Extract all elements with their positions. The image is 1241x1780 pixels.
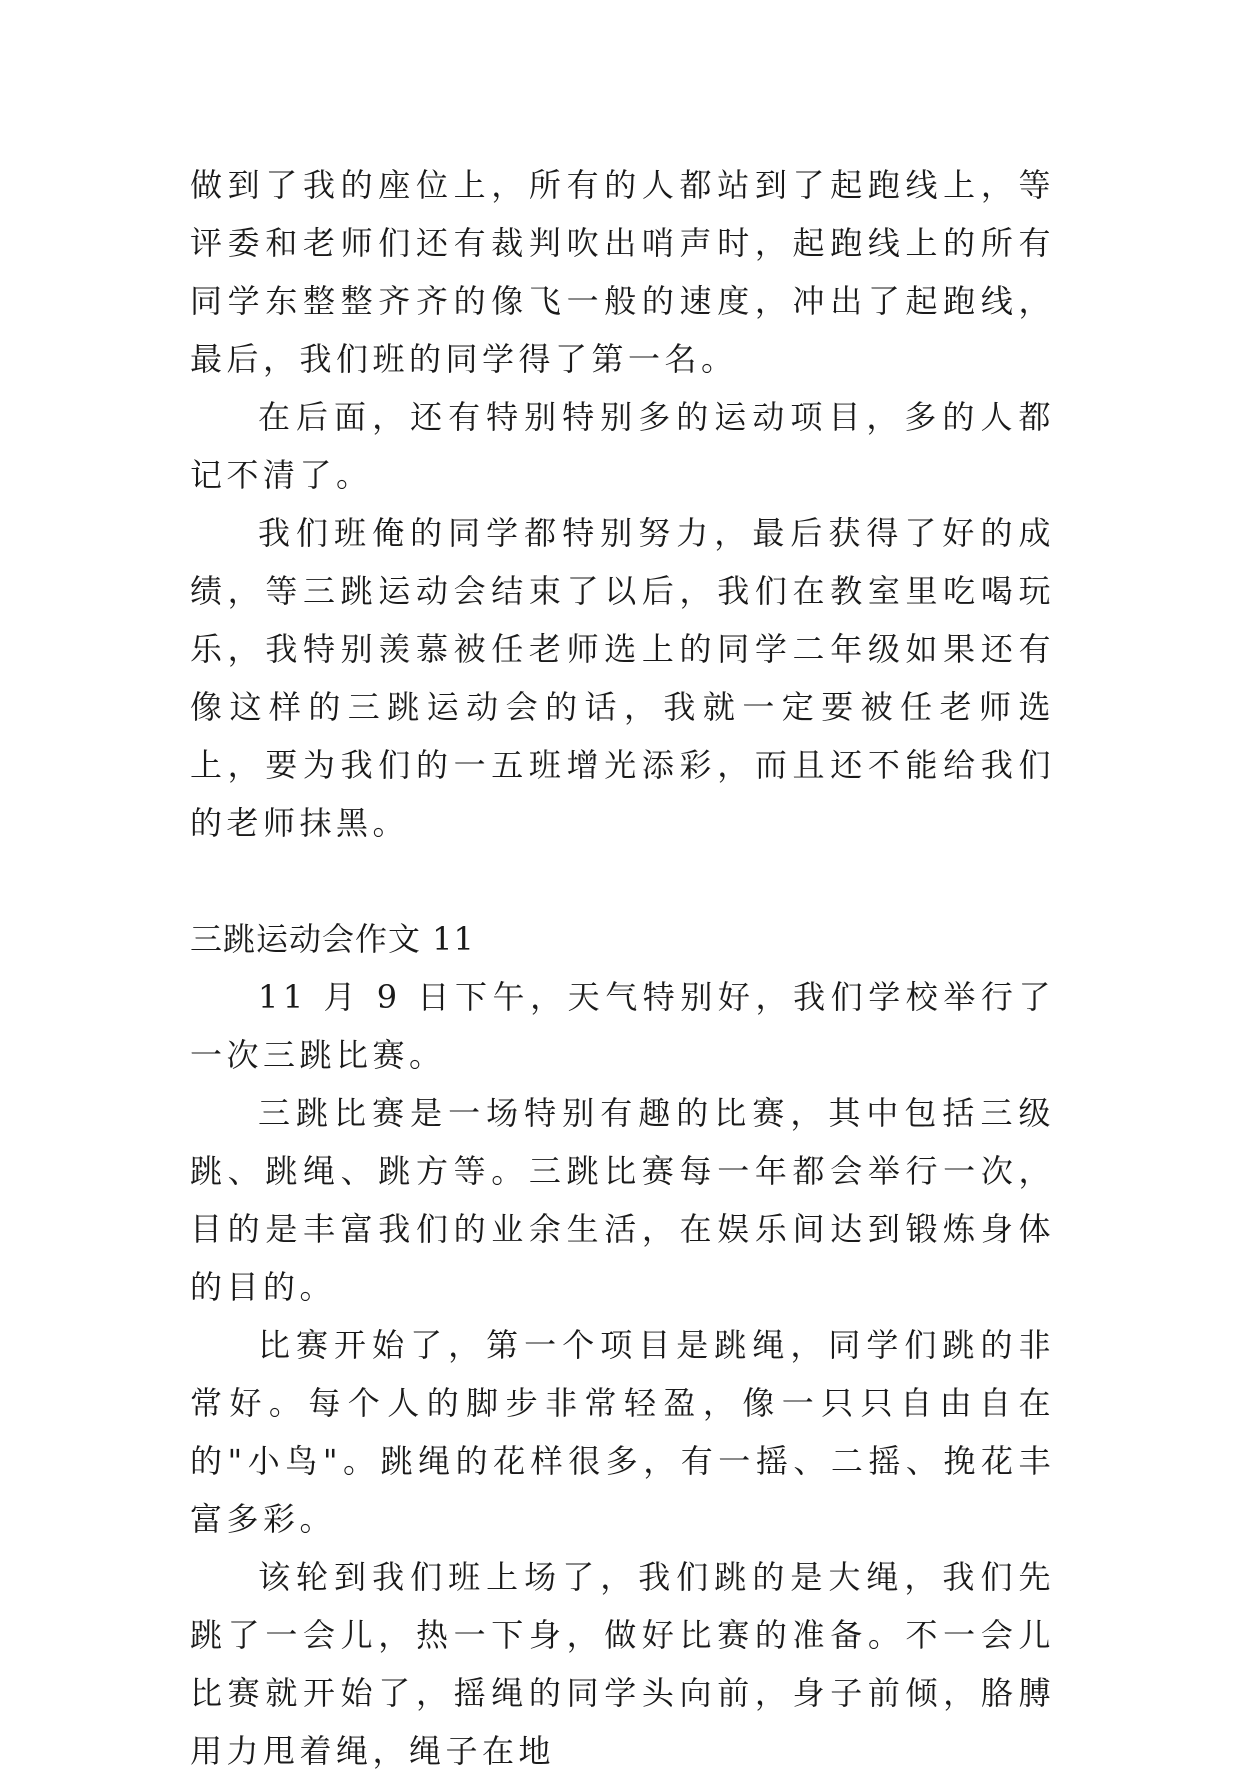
paragraph: 我们班俺的同学都特别努力，最后获得了好的成绩，等三跳运动会结束了以后，我们在教室里吃喝玩乐，我特别羡慕被任老师选上的同学二年级如果还有像这样的三跳运动会的话，我就一定要被任老师选上，要为我们的一五班增光添彩，而且还不能给我们的老师抹黑。: [190, 514, 1055, 842]
paragraph: 11 月 9 日下午，天气特别好，我们学校举行了一次三跳比赛。: [190, 978, 1055, 1074]
paragraph: 三跳比赛是一场特别有趣的比赛，其中包括三级跳、跳绳、跳方等。三跳比赛每一年都会举行一次，目的是丰富我们的业余生活，在娱乐间达到锻炼身体的目的。: [190, 1094, 1055, 1306]
paragraph: 该轮到我们班上场了，我们跳的是大绳，我们先跳了一会儿，热一下身，做好比赛的准备。不一会儿比赛就开始了，摇绳的同学头向前，身子前倾，胳膊用力甩着绳，绳子在地: [190, 1558, 1055, 1770]
paragraph: 在后面，还有特别特别多的运动项目，多的人都记不清了。: [190, 398, 1055, 494]
paragraph-continuation: 做到了我的座位上，所有的人都站到了起跑线上，等评委和老师们还有裁判吹出哨声时，起跑线上的所有同学东整整齐齐的像飞一般的速度，冲出了起跑线，最后，我们班的同学得了第一名。: [190, 166, 1055, 378]
document-body: [190, 156, 1055, 1780]
section-title: 三跳运动会作文 11: [190, 920, 475, 958]
paragraph: 比赛开始了，第一个项目是跳绳，同学们跳的非常好。每个人的脚步非常轻盈，像一只只自由自在的"小鸟"。跳绳的花样很多，有一摇、二摇、挽花丰富多彩。: [190, 1326, 1055, 1538]
